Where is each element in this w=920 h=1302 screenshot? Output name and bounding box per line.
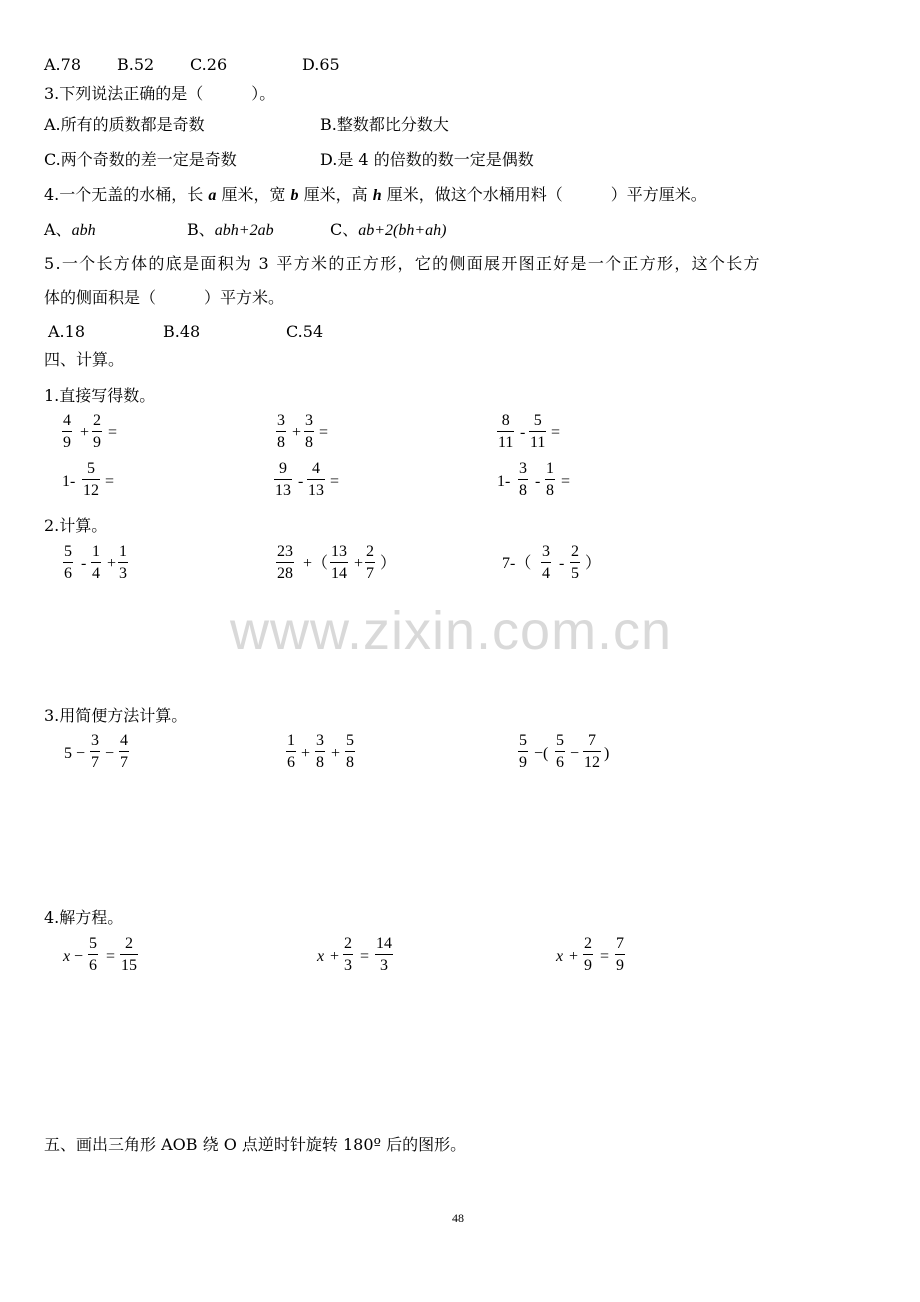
q4-option-c-expr: ab+2(bh+ah) bbox=[358, 222, 447, 239]
q3-option-d: D.是 4 的倍数的数一定是偶数 bbox=[320, 150, 534, 169]
operator: + bbox=[107, 555, 117, 572]
fraction: 3 8 bbox=[305, 412, 313, 451]
part-1-title: 1.直接写得数。 bbox=[44, 386, 156, 405]
fraction: 2 5 bbox=[571, 543, 579, 582]
close-paren: ） bbox=[585, 555, 602, 572]
operator: −( bbox=[534, 745, 549, 762]
q3-option-b: B.整数都比分数大 bbox=[320, 115, 449, 134]
operator: - bbox=[81, 555, 87, 572]
q4-var-h: h bbox=[372, 187, 382, 204]
operator: - bbox=[298, 473, 304, 490]
q4-option-a bbox=[44, 222, 96, 239]
equals-sign: = bbox=[551, 424, 561, 441]
operator: + bbox=[301, 745, 311, 762]
fraction: 4 9 bbox=[63, 412, 71, 451]
operator: + bbox=[292, 424, 302, 441]
operator: 1- bbox=[62, 473, 76, 490]
q2-option-a: A.78 bbox=[44, 55, 81, 74]
equals-sign: = bbox=[360, 948, 370, 965]
operator: 7-（ bbox=[502, 555, 532, 572]
fraction: 5 6 bbox=[64, 543, 72, 582]
fraction: 5 11 bbox=[530, 412, 546, 451]
operator: - bbox=[559, 555, 565, 572]
equals-sign: = bbox=[108, 424, 118, 441]
fraction: 4 7 bbox=[120, 732, 128, 771]
equals-sign: = bbox=[106, 948, 116, 965]
fraction: 3 4 bbox=[542, 543, 550, 582]
fraction: 1 4 bbox=[92, 543, 100, 582]
fraction: 2 9 bbox=[584, 935, 592, 974]
part-2-title: 2.计算。 bbox=[44, 516, 108, 535]
q4-option-b bbox=[187, 222, 274, 239]
fraction: 1 6 bbox=[287, 732, 295, 771]
q4-option-a-expr: abh bbox=[71, 222, 96, 239]
q5-line-2: 体的侧面积是（ ）平方米。 bbox=[44, 288, 285, 307]
q5-option-a: A.18 bbox=[48, 322, 85, 341]
watermark: www.zixin.com.cn bbox=[230, 601, 673, 661]
fraction: 13 14 bbox=[331, 543, 347, 582]
q2-option-d: D.65 bbox=[302, 55, 340, 74]
variable-x: x bbox=[63, 948, 71, 965]
q2-option-b: B.52 bbox=[117, 55, 155, 74]
fraction: 3 8 bbox=[316, 732, 324, 771]
operator: + bbox=[331, 745, 341, 762]
fraction: 7 12 bbox=[584, 732, 600, 771]
fraction: 8 11 bbox=[498, 412, 514, 451]
operator: − bbox=[105, 745, 115, 762]
fraction: 1 8 bbox=[546, 460, 554, 499]
fraction: 5 9 bbox=[519, 732, 527, 771]
q4-option-a-label: A、 bbox=[44, 220, 72, 239]
close-paren: ) bbox=[604, 745, 610, 762]
fraction: 2 3 bbox=[344, 935, 352, 974]
q4-stem-text-4: 厘米，做这个水桶用料（ ）平方厘米。 bbox=[381, 185, 707, 204]
operator: − bbox=[74, 948, 84, 965]
fraction: 5 6 bbox=[89, 935, 97, 974]
fraction: 7 9 bbox=[616, 935, 624, 974]
q5-option-b: B.48 bbox=[163, 322, 201, 341]
operator: 1- bbox=[497, 473, 511, 490]
q2-option-c: C.26 bbox=[190, 55, 228, 74]
q4-stem-text-2: 厘米，宽 bbox=[216, 185, 291, 204]
section-4-title: 四、计算。 bbox=[44, 350, 125, 369]
fraction: 3 7 bbox=[91, 732, 99, 771]
variable-x: x bbox=[556, 948, 564, 965]
fraction: 2 9 bbox=[93, 412, 101, 451]
q4-stem-text-1: 4.一个无盖的水桶，长 bbox=[44, 185, 209, 204]
fraction: 5 6 bbox=[556, 732, 564, 771]
fraction: 23 28 bbox=[277, 543, 293, 582]
fraction: 2 15 bbox=[121, 935, 137, 974]
operator: - bbox=[535, 473, 541, 490]
equals-sign: = bbox=[105, 473, 115, 490]
operator: − bbox=[76, 745, 86, 762]
fraction: 14 3 bbox=[376, 935, 392, 974]
equals-sign: = bbox=[600, 948, 610, 965]
q3-stem: 3.下列说法正确的是（ ）。 bbox=[44, 84, 276, 103]
equals-sign: = bbox=[561, 473, 571, 490]
operator: 5 bbox=[64, 745, 72, 762]
operator: − bbox=[570, 745, 580, 762]
equals-sign: = bbox=[319, 424, 329, 441]
q4-var-a: a bbox=[208, 187, 217, 204]
part-4-title: 4.解方程。 bbox=[44, 908, 124, 927]
variable-x: x bbox=[317, 948, 325, 965]
q4-option-c-label: C、 bbox=[330, 220, 359, 239]
q4-stem bbox=[44, 187, 707, 204]
part-3-title: 3.用简便方法计算。 bbox=[44, 706, 188, 725]
fraction: 5 12 bbox=[83, 460, 99, 499]
close-paren: ） bbox=[380, 555, 397, 572]
fraction: 9 13 bbox=[275, 460, 291, 499]
equals-sign: = bbox=[330, 473, 340, 490]
operator: + bbox=[80, 424, 90, 441]
q5-option-c: C.54 bbox=[286, 322, 324, 341]
q4-option-c bbox=[330, 222, 447, 239]
q4-var-b: b bbox=[290, 187, 299, 204]
q5-line-1: 5.一个长方体的底是面积为 3 平方米的正方形，它的侧面展开图正好是一个正方形，这个长方 bbox=[44, 254, 761, 273]
fraction: 3 8 bbox=[519, 460, 527, 499]
fraction: 5 8 bbox=[346, 732, 354, 771]
q4-option-b-expr: abh+2ab bbox=[214, 222, 274, 239]
operator: + bbox=[569, 948, 579, 965]
fraction: 3 8 bbox=[277, 412, 285, 451]
q3-option-c: C.两个奇数的差一定是奇数 bbox=[44, 150, 237, 169]
section-5-title: 五、画出三角形 AOB 绕 O 点逆时针旋转 180º 后的图形。 bbox=[44, 1135, 467, 1154]
fraction: 1 3 bbox=[119, 543, 127, 582]
fraction: 4 13 bbox=[308, 460, 324, 499]
fraction: 2 7 bbox=[366, 543, 374, 582]
operator: +（ bbox=[303, 555, 329, 572]
operator: + bbox=[330, 948, 340, 965]
operator: - bbox=[520, 424, 526, 441]
q3-option-a: A.所有的质数都是奇数 bbox=[44, 115, 205, 134]
page-number: 48 bbox=[452, 1211, 464, 1225]
q4-stem-text-3: 厘米，高 bbox=[298, 185, 373, 204]
operator: + bbox=[354, 555, 364, 572]
q4-option-b-label: B、 bbox=[187, 220, 215, 239]
